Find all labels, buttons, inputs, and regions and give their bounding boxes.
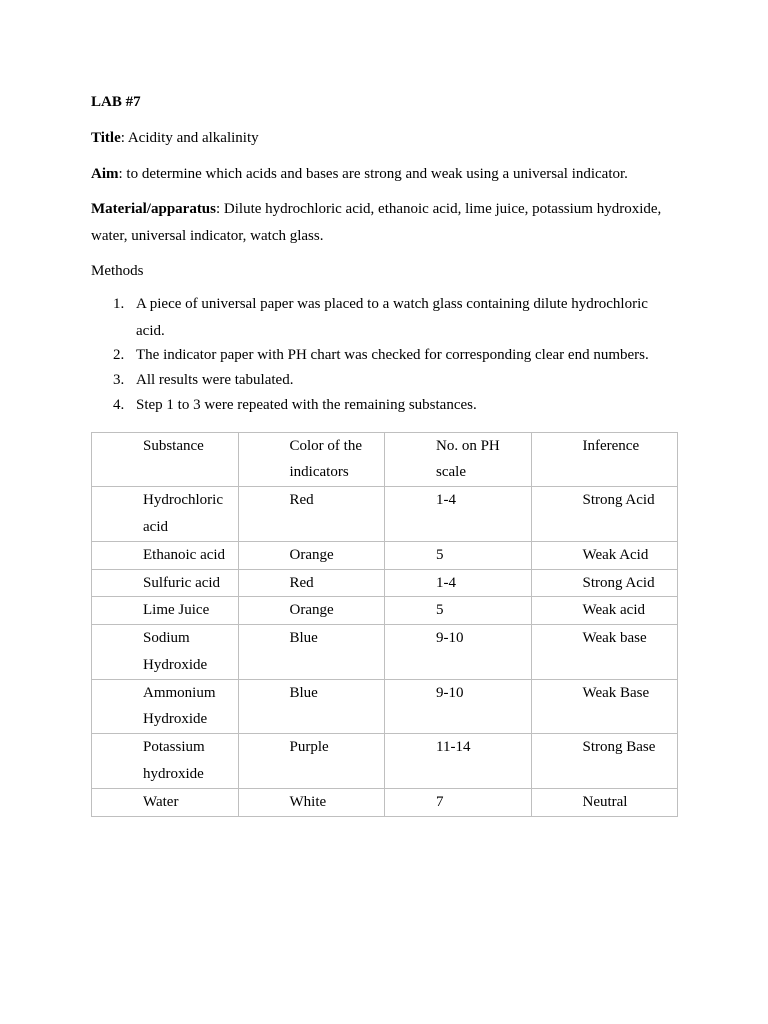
title-text: : Acidity and alkalinity [120, 130, 259, 146]
table-cell: Neutral [531, 788, 678, 816]
table-cell: Orange [238, 597, 385, 625]
results-table [91, 432, 678, 817]
table-cell: 11-14 [385, 734, 532, 789]
table-row [92, 679, 678, 734]
step-text: All results were tabulated. [136, 372, 294, 389]
table-cell: Strong Base [531, 734, 678, 789]
table-cell: 1-4 [385, 569, 532, 597]
step-number: 1. [113, 296, 125, 312]
table-cell: Orange [238, 541, 385, 569]
table-cell: 7 [385, 788, 532, 816]
aim-text: : to determine which acids and bases are strong and weak using a universal indicator. [118, 166, 628, 182]
title-line [91, 127, 678, 149]
table-cell: Potassium hydroxide [92, 734, 239, 789]
table-row [92, 734, 678, 789]
table-cell: Lime Juice [92, 597, 239, 625]
step-text: The indicator paper with PH chart was checked for corresponding clear end numbers. [136, 347, 649, 364]
table-cell: Strong Acid [531, 487, 678, 542]
methods-heading: Methods [91, 263, 144, 279]
table-cell: Sodium Hydroxide [92, 625, 239, 680]
title-label: Title [91, 130, 121, 146]
table-cell: Hydrochloric acid [92, 487, 239, 542]
materials-line [91, 196, 678, 250]
table-cell: Red [238, 569, 385, 597]
table-row [92, 788, 678, 816]
table-cell: Water [92, 788, 239, 816]
table-cell: Blue [238, 625, 385, 680]
aim-label: Aim [91, 166, 119, 182]
step-number: 4. [113, 396, 125, 413]
step-text: A piece of universal paper was placed to a watch glass containing dilute hydrochloric acid. [136, 296, 648, 339]
table-row [92, 597, 678, 625]
method-step [91, 392, 678, 419]
materials-text: : Dilute hydrochloric acid, ethanoic acid, lime juice, potassium hydroxide, water, universal indicator, watch glass. [91, 201, 662, 244]
table-cell: Strong Acid [531, 569, 678, 597]
table-cell: Weak base [531, 625, 678, 680]
table-cell: 5 [385, 597, 532, 625]
table-cell: 1-4 [385, 487, 532, 542]
table-cell: 9-10 [385, 625, 532, 680]
table-cell: Sulfuric acid [92, 569, 239, 597]
table-cell: White [238, 788, 385, 816]
table-cell: Red [238, 487, 385, 542]
methods-list [91, 291, 678, 419]
step-number: 2. [113, 347, 125, 364]
method-step [91, 342, 678, 369]
method-step [91, 367, 678, 394]
materials-label: Material/apparatus [91, 201, 216, 217]
header-cell: Substance [92, 432, 239, 487]
table-cell: Ethanoic acid [92, 541, 239, 569]
table-row [92, 541, 678, 569]
lab-number: LAB #7 [91, 94, 141, 110]
table-cell: Purple [238, 734, 385, 789]
table-header-row [92, 432, 678, 487]
table-cell: 5 [385, 541, 532, 569]
table-row [92, 625, 678, 680]
step-number: 3. [113, 372, 125, 389]
step-text: Step 1 to 3 were repeated with the remaining substances. [136, 396, 477, 413]
table-cell: 9-10 [385, 679, 532, 734]
method-step [91, 291, 678, 344]
table-cell: Blue [238, 679, 385, 734]
table-cell: Ammonium Hydroxide [92, 679, 239, 734]
table-cell: Weak acid [531, 597, 678, 625]
table-cell: Weak Base [531, 679, 678, 734]
table-row [92, 487, 678, 542]
table-row [92, 569, 678, 597]
document-page [91, 91, 678, 817]
table-cell: Weak Acid [531, 541, 678, 569]
header-cell: No. on PH scale [385, 432, 532, 487]
header-cell: Inference [531, 432, 678, 487]
header-cell: Color of the indicators [238, 432, 385, 487]
aim-line [91, 163, 678, 185]
